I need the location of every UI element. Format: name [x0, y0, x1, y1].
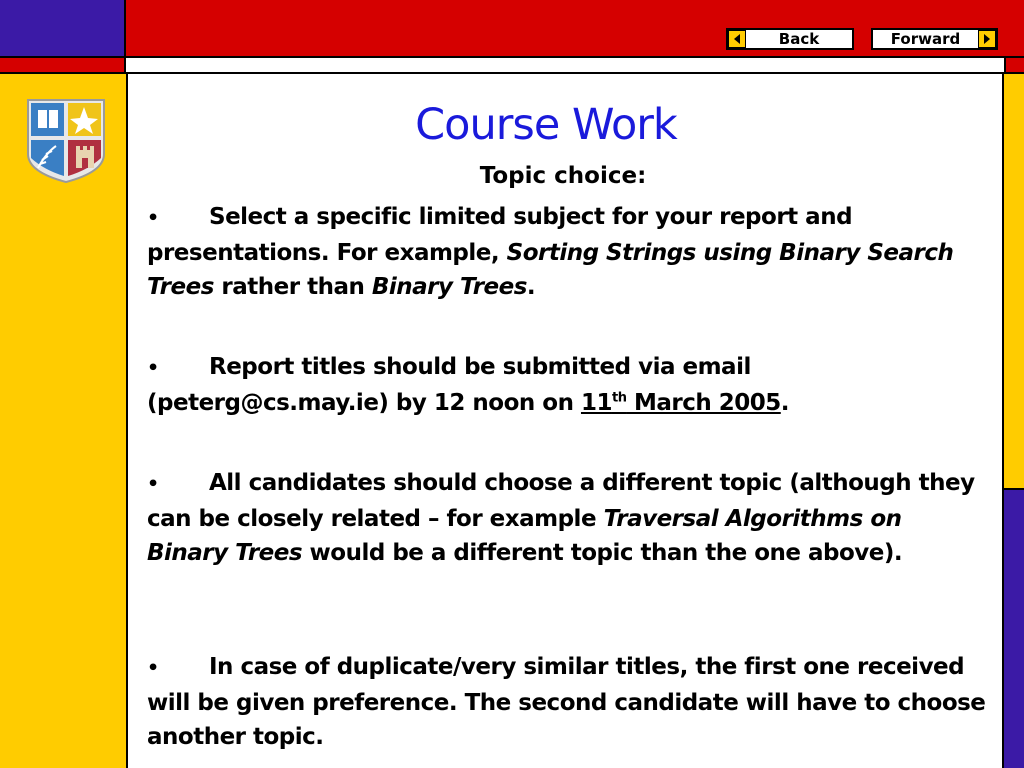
- triangle-right-icon: [978, 30, 996, 48]
- bullet-paragraph-4: • In case of duplicate/very similar titles, the first one received will be given preference. The second candidate will have to choose another topic.: [147, 650, 987, 755]
- university-crest-logo: [26, 98, 106, 184]
- bullet-icon: •: [147, 357, 159, 379]
- right-strip-purple: [1002, 488, 1024, 768]
- right-strip-yellow: [1002, 74, 1024, 488]
- left-divider-block: [0, 58, 126, 74]
- bullet-icon: •: [147, 657, 159, 679]
- forward-button-label: Forward: [890, 30, 961, 48]
- slide-subtitle: Topic choice:: [479, 163, 647, 189]
- slide-title: Course Work: [415, 100, 677, 150]
- bullet-icon: •: [147, 207, 159, 229]
- bullet-paragraph-1: • Select a specific limited subject for your report and presentations. For example, Sorting Strings using Binary Search Trees rather than Binary Trees.: [147, 200, 987, 305]
- corner-block: [0, 0, 126, 58]
- right-divider-block: [1004, 58, 1024, 74]
- bullet-paragraph-3: • All candidates should choose a different topic (although they can be closely related – for example Traversal Algorithms on Binary Trees would be a different topic than the one above).: [147, 466, 987, 571]
- back-button-label: Back: [778, 30, 820, 48]
- back-button[interactable]: [726, 28, 854, 50]
- forward-button[interactable]: [871, 28, 998, 50]
- bullet-paragraph-2: • Report titles should be submitted via email (peterg@cs.may.ie) by 12 noon on 11th March 2005.: [147, 350, 987, 420]
- deadline-date: 11th March 2005: [580, 389, 781, 416]
- bullet-icon: •: [147, 473, 159, 495]
- top-divider-strip: [0, 58, 1024, 74]
- triangle-left-icon: [728, 30, 746, 48]
